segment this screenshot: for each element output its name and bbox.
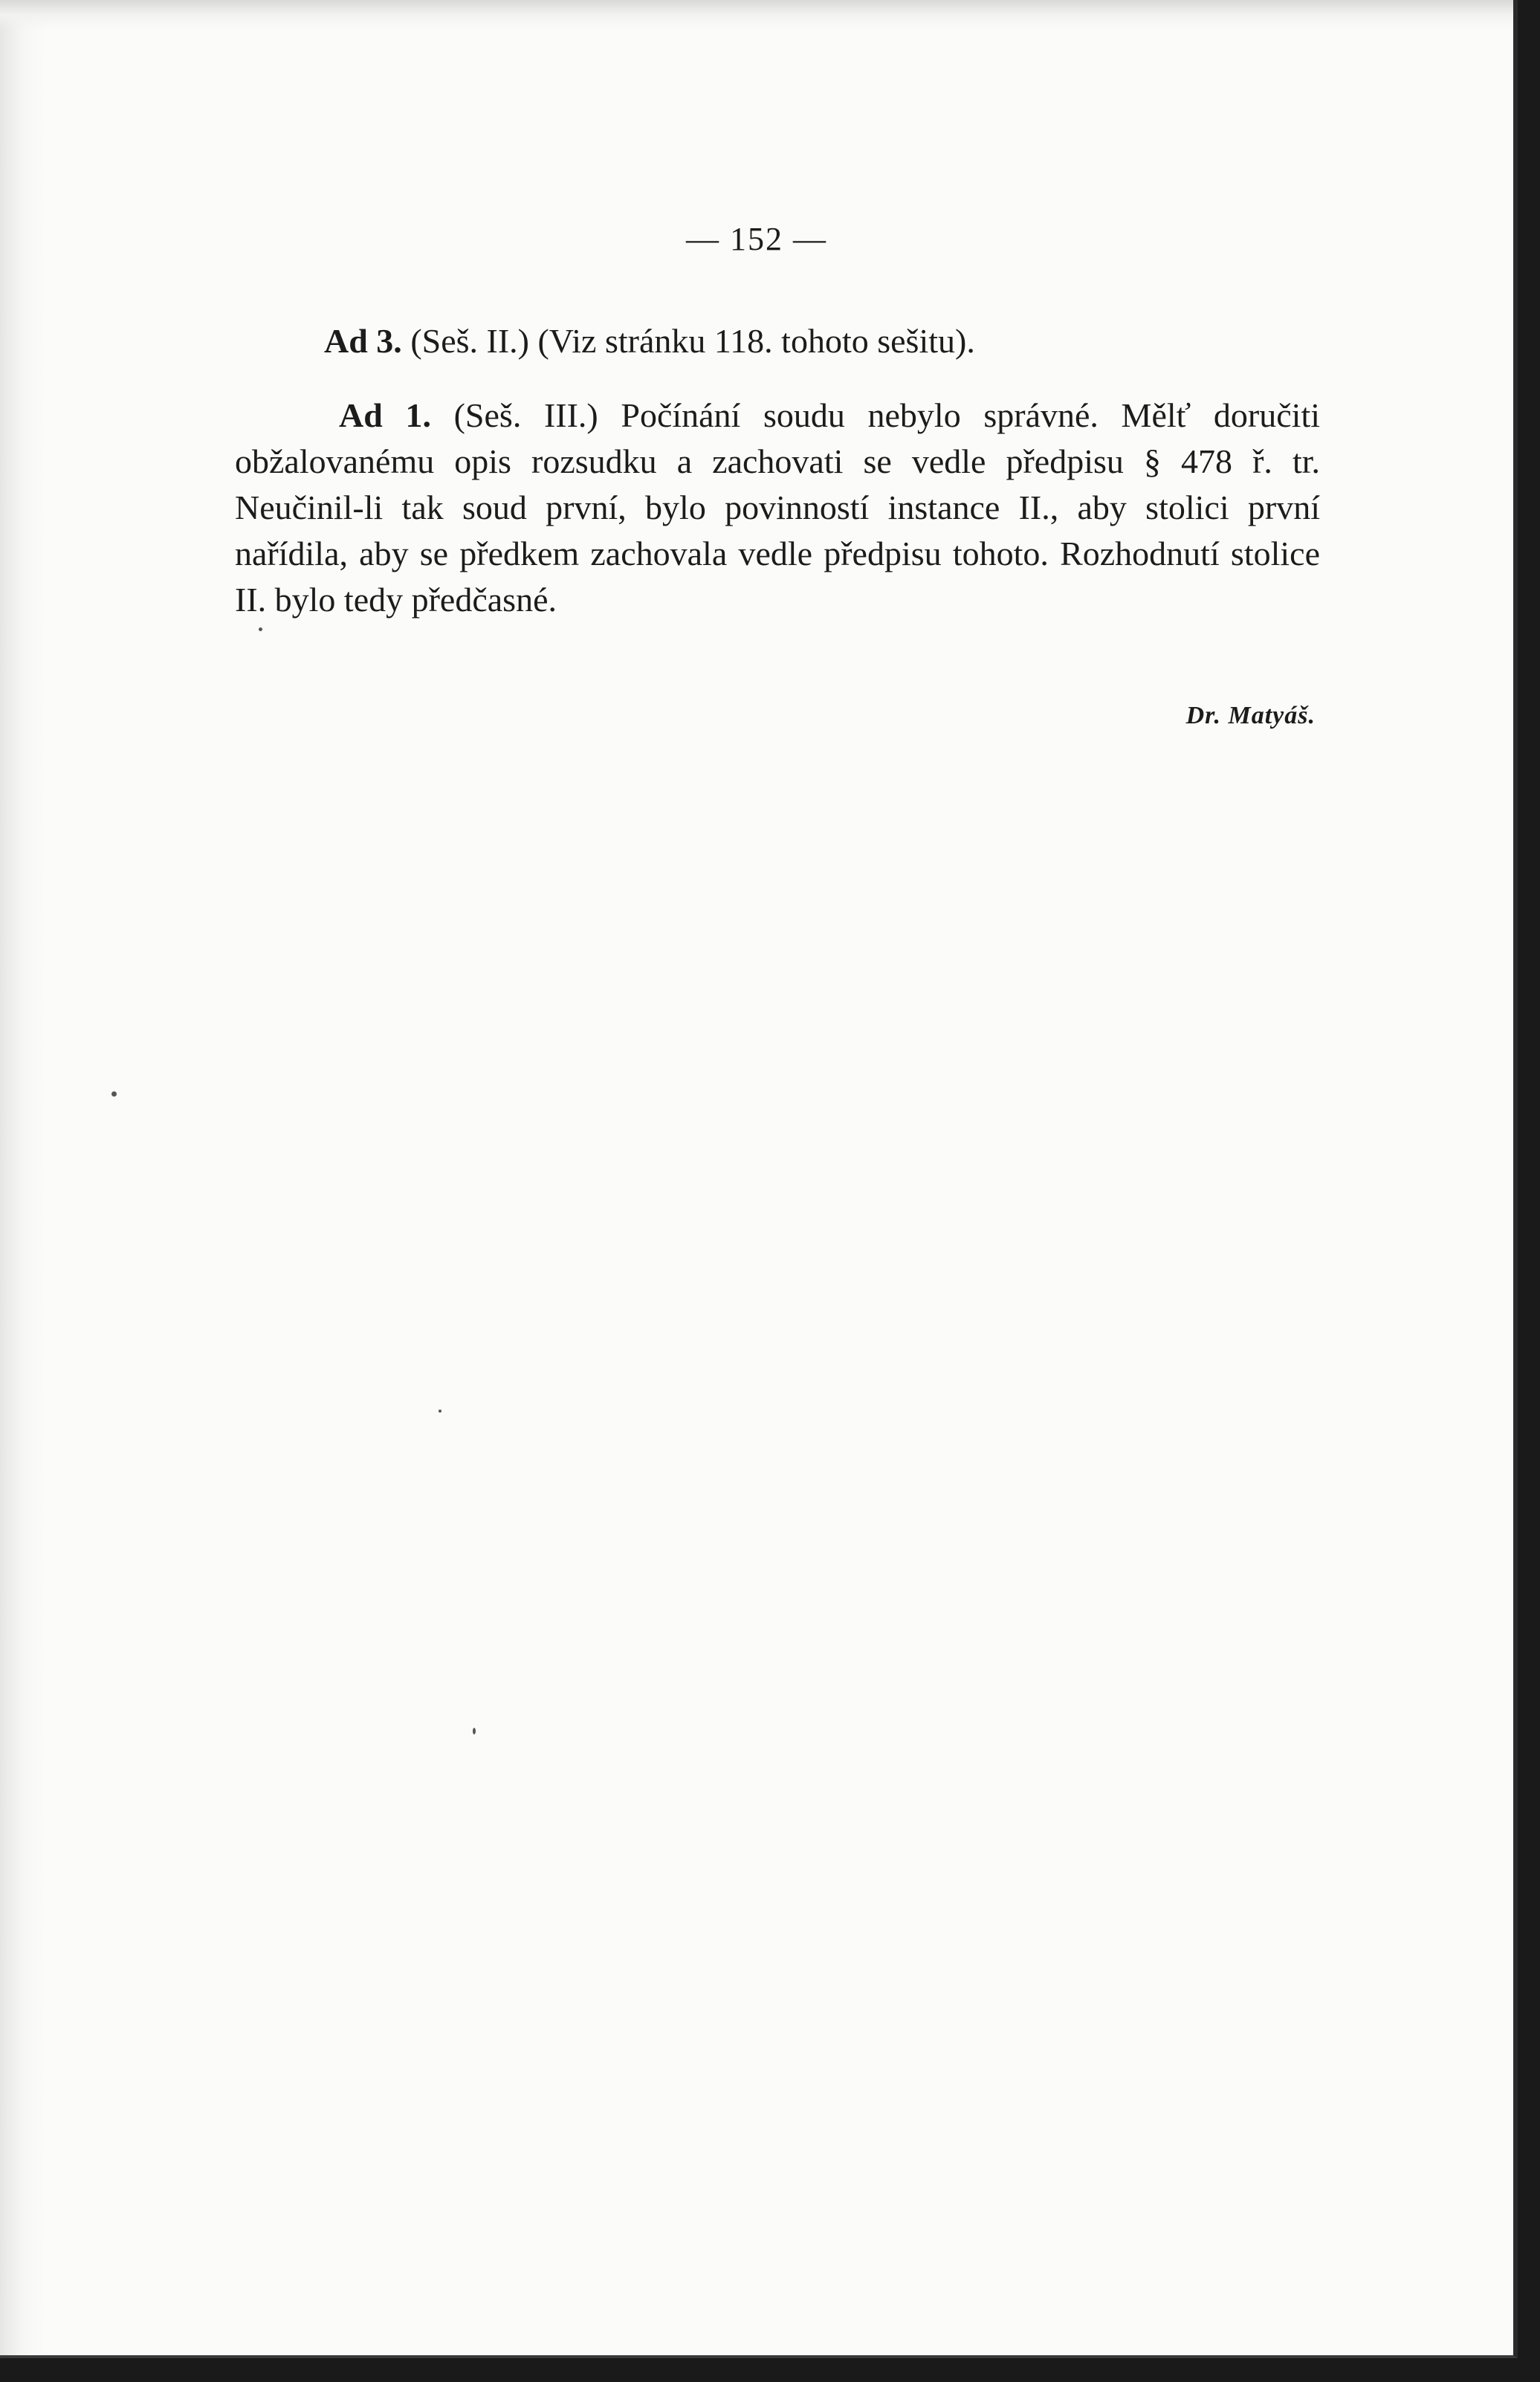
- paragraph-text: (Seš. III.) Počínání soudu nebylo správné. Mělť doručiti obžalovanému opis rozsudku a zachovati se vedle předpisu § 478 ř. tr. Neučinil-li tak soud první, bylo povinností instance II., aby stolici první nařídila, aby se předkem zachovala vedle předpisu tohoto. Rozhodnutí stolice II. bylo tedy předčasné.: [235, 396, 1321, 619]
- scan-shadow-left: [0, 0, 45, 2355]
- author-signature: Dr. Matyáš.: [1185, 702, 1316, 729]
- scan-speck: [439, 1410, 441, 1413]
- scan-speck: [259, 627, 262, 631]
- paragraph-lead: Ad 3.: [324, 322, 402, 360]
- page-number: — 152 —: [686, 221, 827, 257]
- paragraph-lead: Ad 1.: [339, 396, 431, 434]
- scan-speck: [473, 1728, 476, 1734]
- paragraph-text: (Seš. II.) (Viz stránku 118. tohoto sešitu).: [410, 322, 975, 360]
- paragraph-ad-1: [235, 393, 1320, 623]
- scan-speck: [111, 1091, 117, 1097]
- scan-shadow-top: [0, 0, 1513, 30]
- paragraph-ad-3: [235, 318, 1320, 364]
